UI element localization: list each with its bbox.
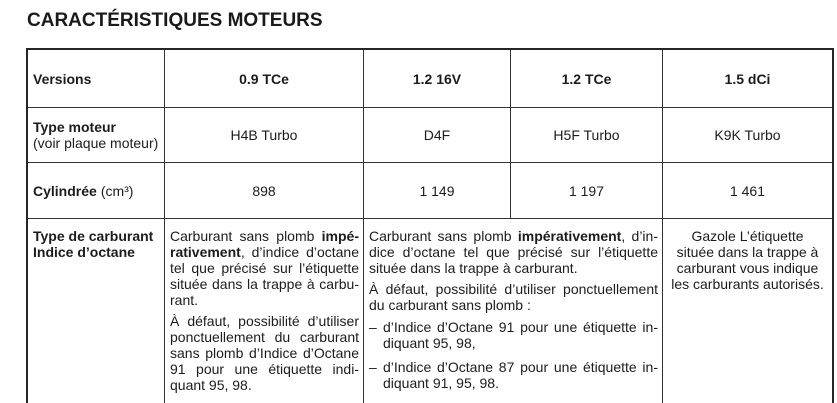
text-line: située dans la trappe à carbu-	[170, 276, 359, 292]
engine-type-0-9-tce: H4B Turbo	[165, 108, 364, 163]
text-line: rant.	[170, 292, 199, 308]
list-bullet: –	[369, 319, 377, 335]
displacement-1-2-16v: 1 149	[364, 163, 511, 219]
text-line: située dans la trappe à	[676, 244, 819, 260]
list-item	[369, 359, 658, 391]
text-line: À défaut, possibilité d’utiliser	[170, 313, 359, 329]
text-line: d’Indice d’Octane 87 pour une étiquette in-	[383, 359, 658, 375]
displacement-0-9-tce: 898	[165, 163, 364, 219]
text-line: sans plomb d’Indice d’Octane	[170, 345, 359, 361]
text-line: ponctuellement du carburant	[170, 329, 359, 345]
engine-type-1-5-dci: K9K Turbo	[663, 108, 832, 163]
text-line: Gazole L’étiquette	[691, 228, 804, 244]
fuel-spec-0-9-tce	[165, 219, 364, 403]
text-line: située dans la trappe à carburant.	[369, 260, 578, 276]
fuel-requirement-paragraph	[170, 228, 359, 308]
engine-specs-table	[26, 48, 834, 403]
text-line: du carburant sans plomb :	[369, 297, 531, 313]
page-title: CARACTÉRISTIQUES MOTEURS	[27, 10, 323, 31]
list-item-text	[383, 319, 658, 351]
text-line: dice d’octane tel que précisé sur l’étiquette	[369, 244, 658, 260]
fuel-label-cell	[28, 219, 165, 403]
fuel-requirement-paragraph	[369, 228, 658, 276]
displacement-label-cell	[28, 163, 165, 219]
list-bullet: –	[369, 359, 377, 375]
text-line: tel que précisé sur l’étiquette	[170, 260, 359, 276]
text-line: d’Indice d’Octane 91 pour une étiquette in-	[383, 319, 658, 335]
displacement-label: Cylindrée	[33, 182, 97, 199]
engine-type-1-2-16v: D4F	[364, 108, 511, 163]
text-line	[170, 228, 359, 244]
emphasis-text: rativement	[170, 244, 241, 260]
text-line	[369, 228, 658, 244]
fuel-spec-1-5-dci	[663, 219, 832, 403]
list-item-text	[383, 359, 658, 391]
octane-index-label: Indice d’octane	[33, 244, 135, 260]
emphasis-text: impérativement	[517, 228, 622, 244]
version-header-1-5-dci: 1.5 dCi	[663, 50, 832, 108]
displacement-1-2-tce: 1 197	[511, 163, 663, 219]
text-line: les carburants autorisés.	[671, 276, 824, 292]
engine-type-note: (voir plaque moteur)	[33, 135, 159, 151]
fuel-type-label: Type de carburant	[33, 228, 154, 244]
engine-type-label: Type moteur	[33, 119, 116, 135]
version-header-0-9-tce: 0.9 TCe	[165, 50, 364, 108]
version-header-1-2-tce: 1.2 TCe	[511, 50, 663, 108]
octane-fallback-list	[369, 319, 658, 391]
text-line: À défaut, possibilité d’utiliser ponctuellement	[369, 281, 658, 297]
fallback-fuel-paragraph	[170, 313, 359, 393]
engine-type-label-cell	[28, 108, 165, 163]
versions-label: Versions	[28, 50, 165, 108]
text-line	[170, 244, 359, 260]
emphasis-text: impé-	[321, 228, 359, 244]
text-line: quant 95, 98.	[170, 377, 252, 393]
list-item	[369, 319, 658, 351]
text-line: diquant 91, 95, 98.	[383, 375, 499, 391]
text-segment: Carburant sans plomb	[170, 228, 322, 244]
displacement-unit: (cm³)	[100, 182, 134, 199]
text-segment: , d’indice d’octane	[240, 244, 359, 260]
engine-type-1-2-tce: H5F Turbo	[511, 108, 663, 163]
text-segment: , d’in-	[621, 228, 658, 244]
displacement-1-5-dci: 1 461	[663, 163, 832, 219]
text-segment: Carburant sans plomb	[369, 228, 518, 244]
fallback-fuel-paragraph	[369, 281, 658, 313]
text-line: diquant 95, 98,	[383, 335, 476, 351]
text-line: carburant vous indique	[676, 260, 819, 276]
version-header-1-2-16v: 1.2 16V	[364, 50, 511, 108]
fuel-spec-1-2-16v-and-1-2-tce	[364, 219, 663, 403]
text-line: 91 pour une étiquette indi-	[170, 361, 359, 377]
